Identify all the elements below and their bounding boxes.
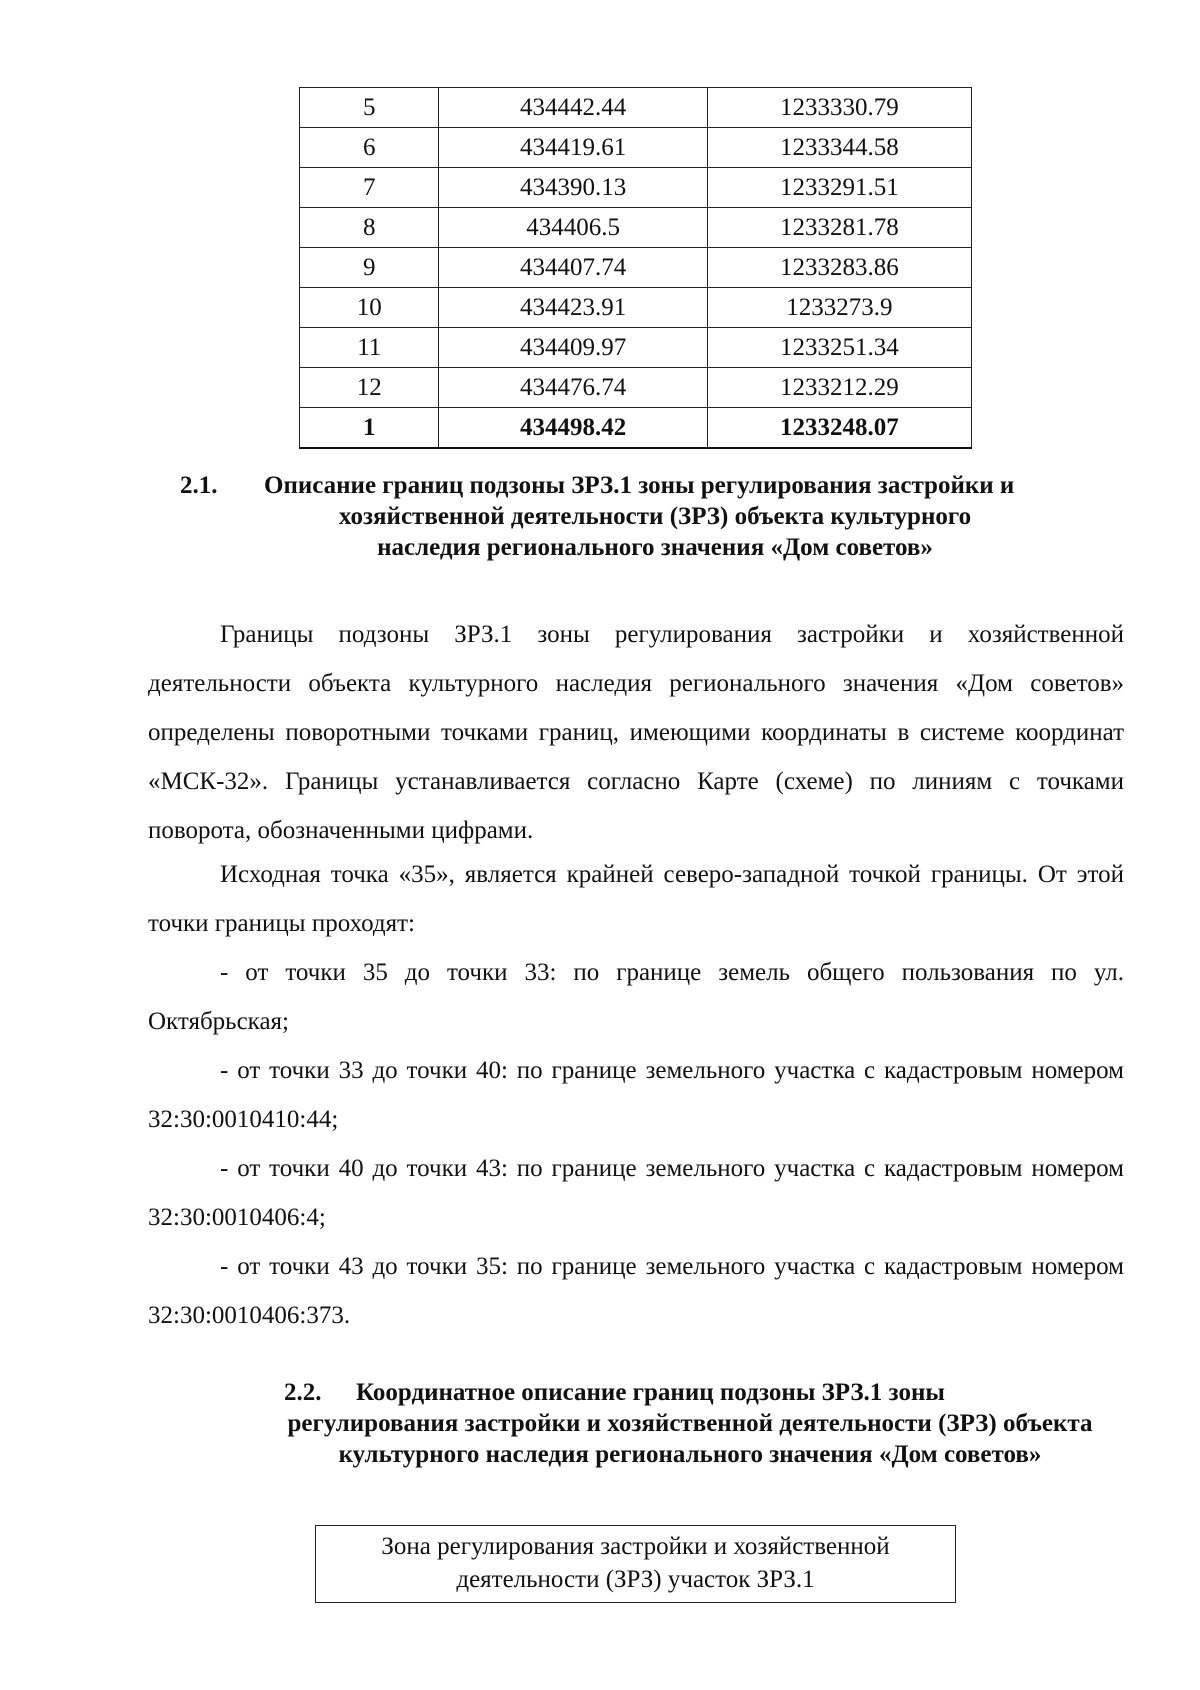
zone-title-box bbox=[315, 1525, 956, 1603]
section-2-2-title-rest: регулирования застройки и хозяйственной деятельности (ЗРЗ) объекта культурного наследия регионального значения «Дом советов» bbox=[287, 1410, 1093, 1468]
table-row bbox=[300, 168, 972, 208]
point-number-cell: 6 bbox=[300, 128, 439, 168]
x-coordinate-cell: 434390.13 bbox=[439, 168, 707, 208]
section-2-1-title-line1: Описание границ подзоны ЗРЗ.1 зоны регулирования застройки и bbox=[264, 472, 1015, 499]
section-2-2-title-line1: Координатное описание границ подзоны ЗРЗ.1 зоны bbox=[356, 1379, 945, 1406]
x-coordinate-cell: 434406.5 bbox=[439, 208, 707, 248]
point-number-cell: 8 bbox=[300, 208, 439, 248]
point-number-cell: 7 bbox=[300, 168, 439, 208]
paragraph-segment-33-40: - от точки 33 до точки 40: по границе земельного участка с кадастровым номером 32:30:0010410:44; bbox=[148, 1057, 1124, 1133]
table-row bbox=[300, 128, 972, 168]
point-number-cell: 1 bbox=[300, 408, 439, 449]
section-2-1-title-rest: хозяйственной деятельности (ЗРЗ) объекта культурного наследия регионального значения «Дом советов» bbox=[338, 503, 972, 561]
point-number-cell: 10 bbox=[300, 288, 439, 328]
coordinates-table-body bbox=[300, 88, 972, 449]
point-number-cell: 11 bbox=[300, 328, 439, 368]
table-row bbox=[300, 328, 972, 368]
paragraph-starting-point: Исходная точка «35», является крайней северо-западной точкой границы. От этой точки границы проходят: bbox=[148, 861, 1124, 937]
zone-title-line2: деятельности (ЗРЗ) участок ЗРЗ.1 bbox=[456, 1566, 815, 1593]
x-coordinate-cell: 434409.97 bbox=[439, 328, 707, 368]
y-coordinate-cell: 1233248.07 bbox=[707, 408, 971, 449]
x-coordinate-cell: 434476.74 bbox=[439, 368, 707, 408]
y-coordinate-cell: 1233281.78 bbox=[707, 208, 971, 248]
point-number-cell: 5 bbox=[300, 88, 439, 128]
y-coordinate-cell: 1233273.9 bbox=[707, 288, 971, 328]
x-coordinate-cell: 434498.42 bbox=[439, 408, 707, 449]
y-coordinate-cell: 1233291.51 bbox=[707, 168, 971, 208]
x-coordinate-cell: 434442.44 bbox=[439, 88, 707, 128]
section-2-1-number: 2.1. bbox=[180, 472, 218, 499]
paragraph-segment-35-33: - от точки 35 до точки 33: по границе земель общего пользования по ул. Октябрьская; bbox=[148, 959, 1124, 1035]
coordinates-table bbox=[299, 87, 972, 449]
table-row bbox=[300, 248, 972, 288]
y-coordinate-cell: 1233344.58 bbox=[707, 128, 971, 168]
y-coordinate-cell: 1233283.86 bbox=[707, 248, 971, 288]
y-coordinate-cell: 1233330.79 bbox=[707, 88, 971, 128]
zone-title-line1: Зона регулирования застройки и хозяйственной bbox=[381, 1533, 890, 1560]
paragraph-boundaries-description: Границы подзоны ЗРЗ.1 зоны регулирования застройки и хозяйственной деятельности объекта культурного наследия регионального значения «Дом советов» определены поворотными точками границ, имеющими координаты в системе координат «МСК-32». Границы устанавливается согласно Карте (схеме) по линиям с точками поворота, обозначенными цифрами. bbox=[148, 621, 1124, 844]
x-coordinate-cell: 434423.91 bbox=[439, 288, 707, 328]
point-number-cell: 12 bbox=[300, 368, 439, 408]
x-coordinate-cell: 434407.74 bbox=[439, 248, 707, 288]
y-coordinate-cell: 1233251.34 bbox=[707, 328, 971, 368]
x-coordinate-cell: 434419.61 bbox=[439, 128, 707, 168]
table-row bbox=[300, 408, 972, 449]
table-row bbox=[300, 208, 972, 248]
table-row bbox=[300, 288, 972, 328]
table-row bbox=[300, 368, 972, 408]
y-coordinate-cell: 1233212.29 bbox=[707, 368, 971, 408]
table-row bbox=[300, 88, 972, 128]
point-number-cell: 9 bbox=[300, 248, 439, 288]
section-2-2-number: 2.2. bbox=[284, 1379, 322, 1406]
paragraph-segment-43-35: - от точки 43 до точки 35: по границе земельного участка с кадастровым номером 32:30:0010406:373. bbox=[148, 1253, 1124, 1329]
paragraph-segment-40-43: - от точки 40 до точки 43: по границе земельного участка с кадастровым номером 32:30:0010406:4; bbox=[148, 1155, 1124, 1231]
